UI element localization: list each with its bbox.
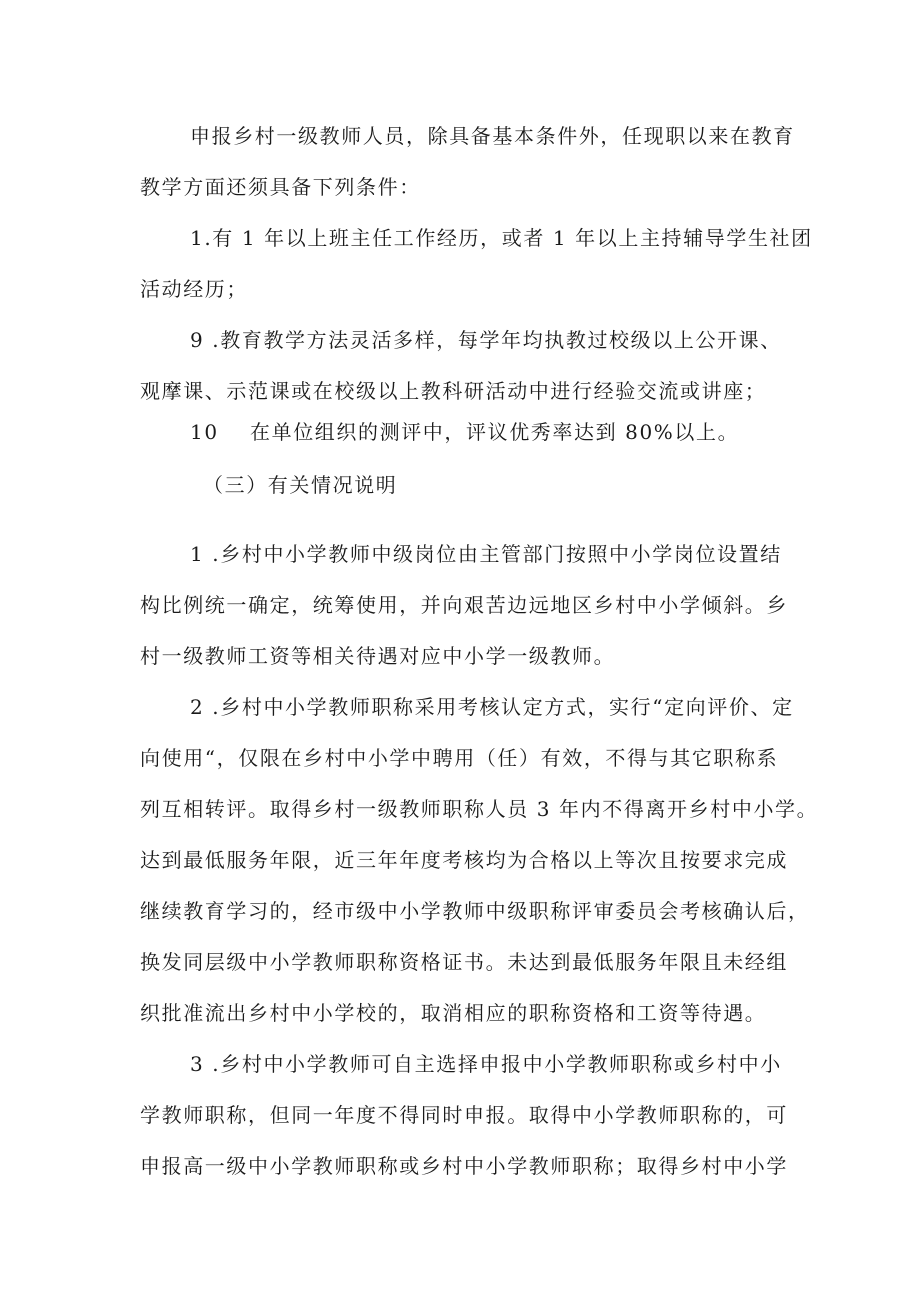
note-2-line-7: 织批准流出乡村中小学校的，取消相应的职称资格和工资等待遇。: [140, 1001, 767, 1025]
paragraph-intro-line-1: 申报乡村一级教师人员，除具备基本条件外，任现职以来在教育: [190, 124, 795, 148]
note-1-line-2: 构比例统一确定，统筹使用，并向艰苦边远地区乡村中小学倾斜。乡: [140, 593, 788, 617]
condition-9-line-1: 9 .教育教学方法灵活多样，每学年均执教过校级以上公开课、: [190, 328, 782, 352]
condition-1-line-1: 1.有 1 年以上班主任工作经历，或者 1 年以上主持辅导学生社团: [190, 226, 813, 250]
note-1-line-3: 村一级教师工资等相关待遇对应中小学一级教师。: [140, 644, 616, 668]
note-3-line-1: 3 .乡村中小学教师可自主选择申报中小学教师职称或乡村中小: [190, 1052, 782, 1076]
note-3-line-2: 学教师职称，但同一年度不得同时申报。取得中小学教师职称的，可: [140, 1103, 788, 1127]
condition-10-text: 在单位组织的测评中，评议优秀率达到 80%以上。: [250, 420, 740, 444]
note-2-line-5: 继续教育学习的，经市级中小学教师中级职称评审委员会考核确认后，: [140, 899, 810, 923]
note-3-line-3: 申报高一级中小学教师职称或乡村中小学教师职称；取得乡村中小学: [140, 1154, 788, 1178]
note-2-line-3: 列互相转评。取得乡村一级教师职称人员 3 年内不得离开乡村中小学。: [140, 797, 819, 821]
note-1-line-1: 1 .乡村中小学教师中级岗位由主管部门按照中小学岗位设置结: [190, 542, 782, 566]
note-2-line-2: 向使用“，仅限在乡村中小学中聘用（任）有效，不得与其它职称系: [140, 746, 779, 770]
condition-1-line-2: 活动经历；: [140, 277, 248, 301]
condition-9-line-2: 观摩课、示范课或在校级以上教科研活动中进行经验交流或讲座；: [140, 379, 767, 403]
paragraph-intro-line-2: 教学方面还须具备下列条件：: [140, 175, 421, 199]
note-2-line-1: 2 .乡村中小学教师职称采用考核认定方式，实行“定向评价、定: [190, 695, 794, 719]
note-2-line-4: 达到最低服务年限，近三年年度考核均为合格以上等次且按要求完成: [140, 848, 788, 872]
section-heading: （三）有关情况说明: [203, 473, 398, 497]
condition-10-number: 10: [190, 420, 219, 444]
condition-10: [190, 419, 739, 445]
note-2-line-6: 换发同层级中小学教师职称资格证书。未达到最低服务年限且未经组: [140, 950, 788, 974]
